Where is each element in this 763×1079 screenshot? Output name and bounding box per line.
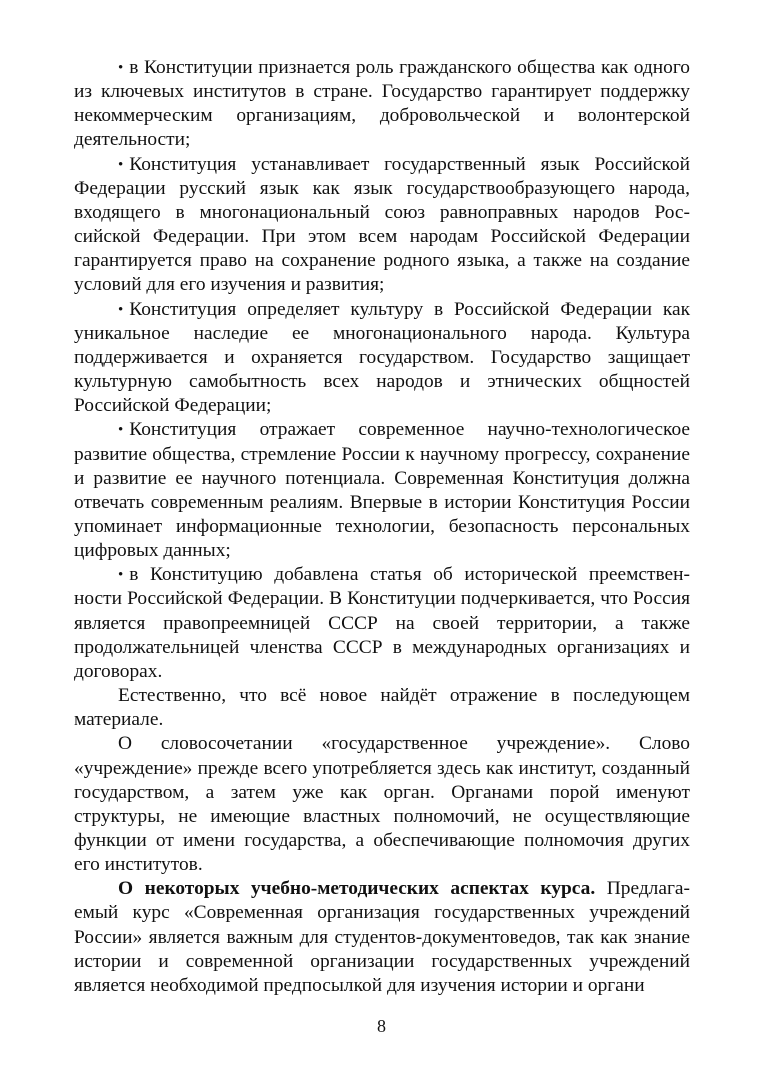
bullet-paragraph-science xyxy=(74,418,690,563)
paragraph-text: Конституция определяет культуру в Российской Федерации как уникальное наследие ее многонационального народа. Культура поддерживается и охраняется государством. Государство защищает культурную самобытность всех народов и этнических общностей Российской Федерации; xyxy=(74,298,690,417)
section-heading: О некоторых учебно-методических аспектах курса. xyxy=(118,878,596,900)
bullet-paragraph-culture xyxy=(74,298,690,419)
bullet-icon: • xyxy=(118,301,124,318)
paragraph-text: в Конституцию добавлена статья об исторической преемственности Российской Федерации. В Конституции подчеркивается, что Россия является правопреемницей СССР на своей территории, а также продолжательницей членства СССР в международных организациях и договорах. xyxy=(74,564,690,682)
page-number: 8 xyxy=(377,1016,386,1036)
paragraph-text: в Конституции признается роль гражданского общества как одного из ключевых институтов в стране. Государство гарантирует поддержку некоммерческим организациям, добровольческой и волонтерской деятельности; xyxy=(74,57,690,151)
paragraph-text: Естественно, что всё новое найдёт отражение в последующем материале. xyxy=(74,685,690,731)
bullet-icon: • xyxy=(118,422,124,439)
bullet-paragraph-state-language xyxy=(74,153,690,298)
paragraph-text: Предлагаемый курс «Современная организация государственных учреждений России» является важным для студентов-документоведов, так как знание истории и современной организации государственных учреждений является необходимой предпосылкой для изучения истории и органи xyxy=(74,878,690,996)
bullet-paragraph-civil-society xyxy=(74,56,690,153)
paragraph-text: О словосочетании «государственное учреждение». Слово «учреждение» прежде всего употребляется здесь как институт, созданный государством, а затем уже как орган. Органами порой именуют структуры, не имеющие властных полномочий, не осуществляющие функции от имени государства, а обеспечивающие полномочия других его институтов. xyxy=(74,733,690,876)
paragraph-course-aspects xyxy=(74,877,690,998)
bullet-icon: • xyxy=(118,60,124,76)
bullet-icon: • xyxy=(118,567,124,584)
page-body xyxy=(74,56,690,998)
paragraph-text: Конституция устанавливает государственный язык Российской Федерации русский язык как язык государствообразующего народа, входящего в многонациональный союз равноправных народов Российской Федерации. При этом всем народам Российской Федерации гарантируется право на сохранение родного языка, а также на создание условий для его изучения и развития; xyxy=(74,153,690,296)
paragraph-state-institution xyxy=(74,732,690,877)
bullet-icon: • xyxy=(118,156,124,173)
bullet-paragraph-succession xyxy=(74,563,690,684)
paragraph-reflection xyxy=(74,684,690,732)
paragraph-text: Конституция отражает современное научно-технологическое развитие общества, стремление России к научному прогрессу, сохранение и развитие ее научного потенциала. Современная Конституция должна отвечать современным реалиям. Впервые в истории Конституция России упоминает информационные технологии, безопасность персональных цифровых данных; xyxy=(74,419,690,562)
